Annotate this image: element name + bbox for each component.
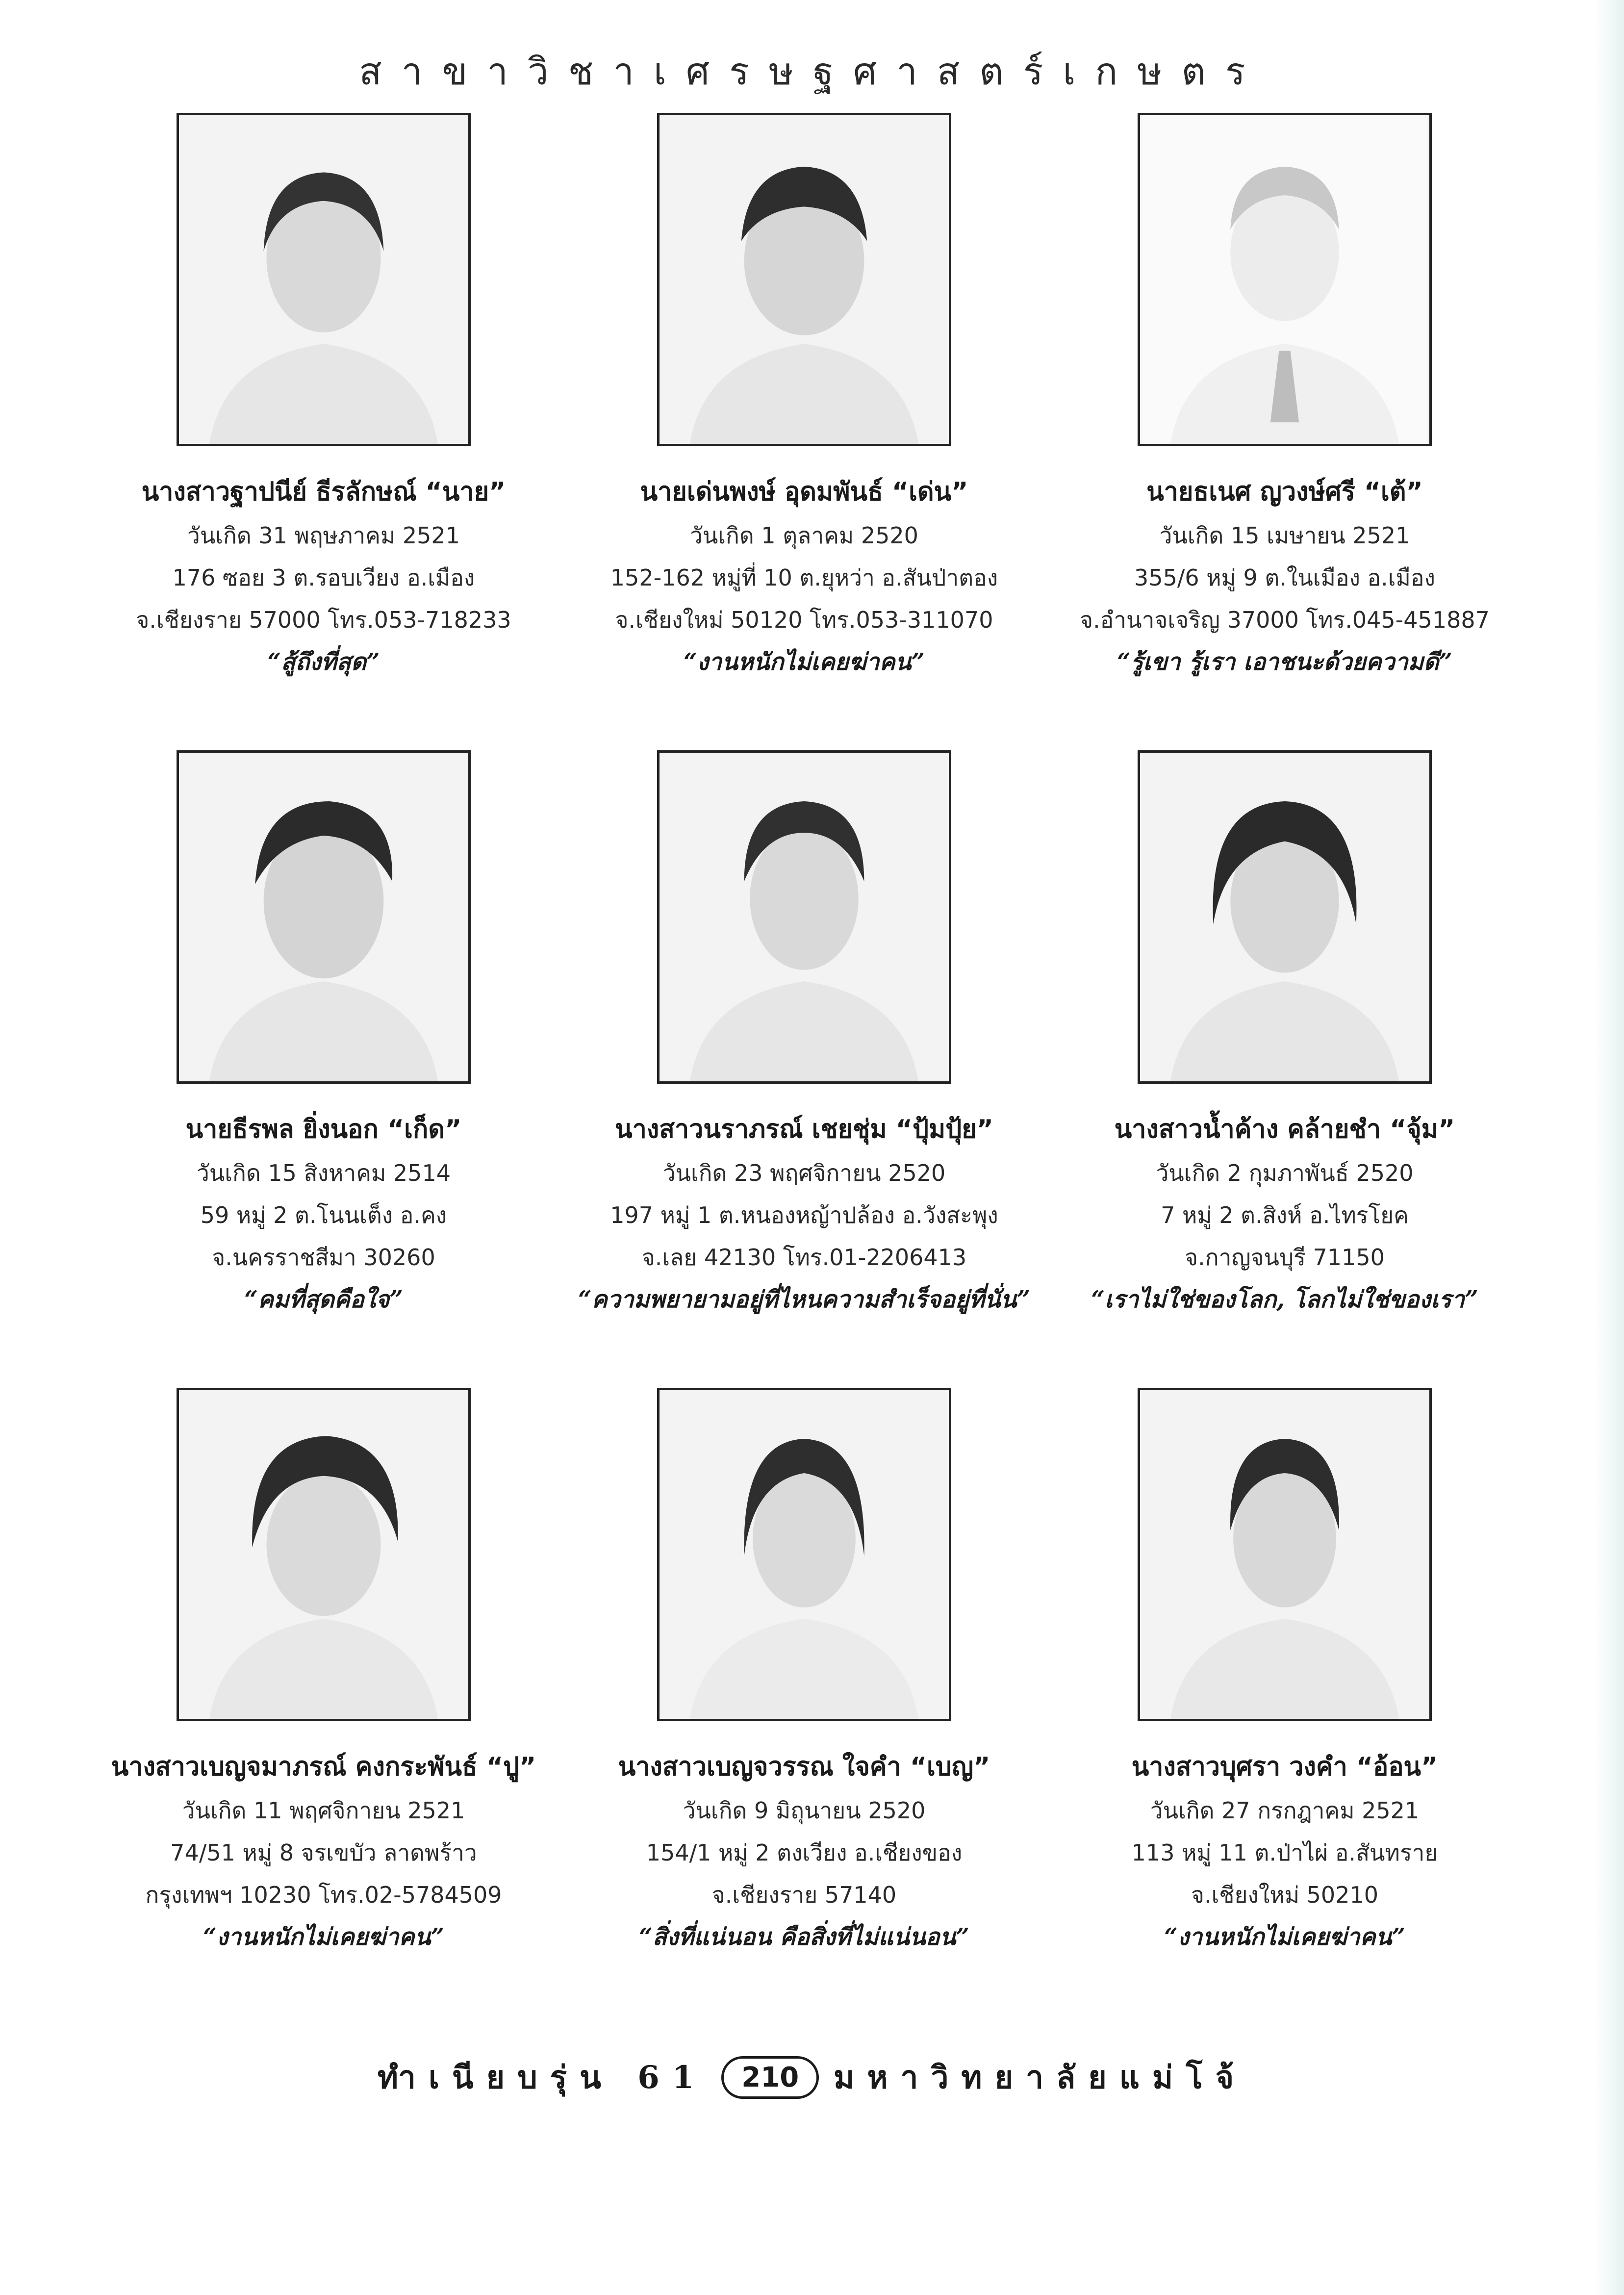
portrait-photo (657, 1388, 951, 1721)
person-name: นางสาวนราภรณ์ เชยชุ่ม “ปุ้มปุ้ย” (615, 1115, 993, 1144)
portrait-photo (1138, 113, 1432, 446)
address-line-2: กรุงเทพฯ 10230 โทร.02-5784509 (145, 1882, 502, 1908)
profile-card (93, 750, 554, 1388)
motto: “รู้เขา รู้เรา เอาชนะด้วยความดี” (1117, 648, 1452, 676)
person-name: นางสาวเบญจมาภรณ์ คงกระพันธ์ “ปู” (111, 1752, 536, 1782)
birth-date: วันเกิด 23 พฤศจิกายน 2520 (662, 1160, 946, 1186)
person-name: นายธเนศ ญวงษ์ศรี “เต้” (1146, 477, 1423, 507)
address-line-2: จ.เชียงใหม่ 50210 (1191, 1882, 1378, 1908)
address-line-2: จ.เชียงราย 57000 โทร.053-718233 (136, 607, 511, 633)
portrait-photo (657, 750, 951, 1084)
motto: “งานหนักไม่เคยฆ่าคน” (1164, 1923, 1405, 1951)
address-line-2: จ.นครราชสีมา 30260 (212, 1244, 435, 1271)
birth-date: วันเกิด 1 ตุลาคม 2520 (690, 522, 918, 549)
portrait-photo (1138, 750, 1432, 1084)
profile-card (1054, 1388, 1515, 2025)
birth-date: วันเกิด 2 กุมภาพันธ์ 2520 (1156, 1160, 1414, 1186)
address-line-1: 113 หมู่ 11 ต.ป่าไผ่ อ.สันทราย (1131, 1839, 1438, 1866)
birth-date: วันเกิด 9 มิถุนายน 2520 (683, 1797, 926, 1824)
profile-card (1054, 750, 1515, 1388)
person-name: นางสาวเบญจวรรณ ใจคำ “เบญ” (618, 1752, 990, 1782)
address-line-2: จ.กาญจนบุรี 71150 (1185, 1244, 1385, 1271)
page-title: สาขาวิชาเศรษฐศาสตร์เกษตร (359, 50, 1265, 93)
profile-card (574, 750, 1035, 1388)
birth-date: วันเกิด 27 กรกฎาคม 2521 (1150, 1797, 1420, 1824)
motto: “คมที่สุดคือใจ” (244, 1286, 403, 1313)
portrait-photo (177, 750, 471, 1084)
page-edge (1595, 0, 1624, 2295)
profile-card (1054, 113, 1515, 750)
profile-card (574, 113, 1035, 750)
page-number: 210 (721, 2056, 819, 2099)
motto: “สู้ถึงที่สุด” (267, 648, 380, 676)
motto: “งานหนักไม่เคยฆ่าคน” (684, 648, 925, 676)
page-footer (0, 2052, 1624, 2102)
address-line-1: 74/51 หมู่ 8 จรเขบัว ลาดพร้าว (170, 1839, 477, 1866)
address-line-2: จ.เลย 42130 โทร.01-2206413 (641, 1244, 967, 1271)
birth-date: วันเกิด 31 พฤษภาคม 2521 (187, 522, 460, 549)
birth-date: วันเกิด 15 เมษายน 2521 (1159, 522, 1410, 549)
address-line-1: 152-162 หมู่ที่ 10 ต.ยุหว่า อ.สันป่าตอง (610, 564, 998, 591)
motto: “งานหนักไม่เคยฆ่าคน” (203, 1923, 444, 1951)
footer-university-label: มหาวิทยาลัยแม่โจ้ (834, 2059, 1247, 2096)
motto: “ความพยายามอยู่ที่ไหนความสำเร็จอยู่ที่นั่น” (578, 1286, 1030, 1313)
person-name: นายเด่นพงษ์ อุดมพันธ์ “เด่น” (640, 477, 968, 507)
address-line-1: 154/1 หมู่ 2 ตงเวียง อ.เชียงของ (646, 1839, 963, 1866)
birth-date: วันเกิด 15 สิงหาคม 2514 (197, 1160, 451, 1186)
address-line-1: 7 หมู่ 2 ต.สิงห์ อ.ไทรโยค (1161, 1202, 1409, 1228)
footer-yearbook-label: ทำเนียบรุ่น 61 (377, 2059, 707, 2096)
birth-date: วันเกิด 11 พฤศจิกายน 2521 (182, 1797, 465, 1824)
person-name: นางสาวฐาปนีย์ ธีรลักษณ์ “นาย” (141, 477, 506, 507)
address-line-1: 59 หมู่ 2 ต.โนนเต็ง อ.คง (200, 1202, 447, 1228)
motto: “สิ่งที่แน่นอน คือสิ่งที่ไม่แน่นอน” (639, 1923, 969, 1951)
person-name: นางสาวน้ำค้าง คล้ายชำ “จุ้ม” (1114, 1115, 1455, 1144)
address-line-1: 355/6 หมู่ 9 ต.ในเมือง อ.เมือง (1134, 564, 1435, 591)
portrait-photo (177, 113, 471, 446)
address-line-2: จ.เชียงใหม่ 50120 โทร.053-311070 (615, 607, 993, 633)
portrait-photo (1138, 1388, 1432, 1721)
motto: “เราไม่ใช่ของโลก, โลกไม่ใช่ของเรา” (1091, 1286, 1478, 1313)
address-line-2: จ.อำนาจเจริญ 37000 โทร.045-451887 (1080, 607, 1490, 633)
profile-card (574, 1388, 1035, 2025)
profile-card (93, 1388, 554, 2025)
profile-card (93, 113, 554, 750)
person-name: นายธีรพล ยิ่งนอก “เก็ด” (185, 1115, 462, 1144)
person-name: นางสาวบุศรา วงคำ “อ้อน” (1131, 1752, 1438, 1782)
portrait-photo (657, 113, 951, 446)
address-line-1: 176 ซอย 3 ต.รอบเวียง อ.เมือง (172, 564, 475, 591)
profile-grid (93, 113, 1515, 2025)
address-line-2: จ.เชียงราย 57140 (711, 1882, 897, 1908)
portrait-photo (177, 1388, 471, 1721)
address-line-1: 197 หมู่ 1 ต.หนองหญ้าปล้อง อ.วังสะพุง (610, 1202, 998, 1228)
